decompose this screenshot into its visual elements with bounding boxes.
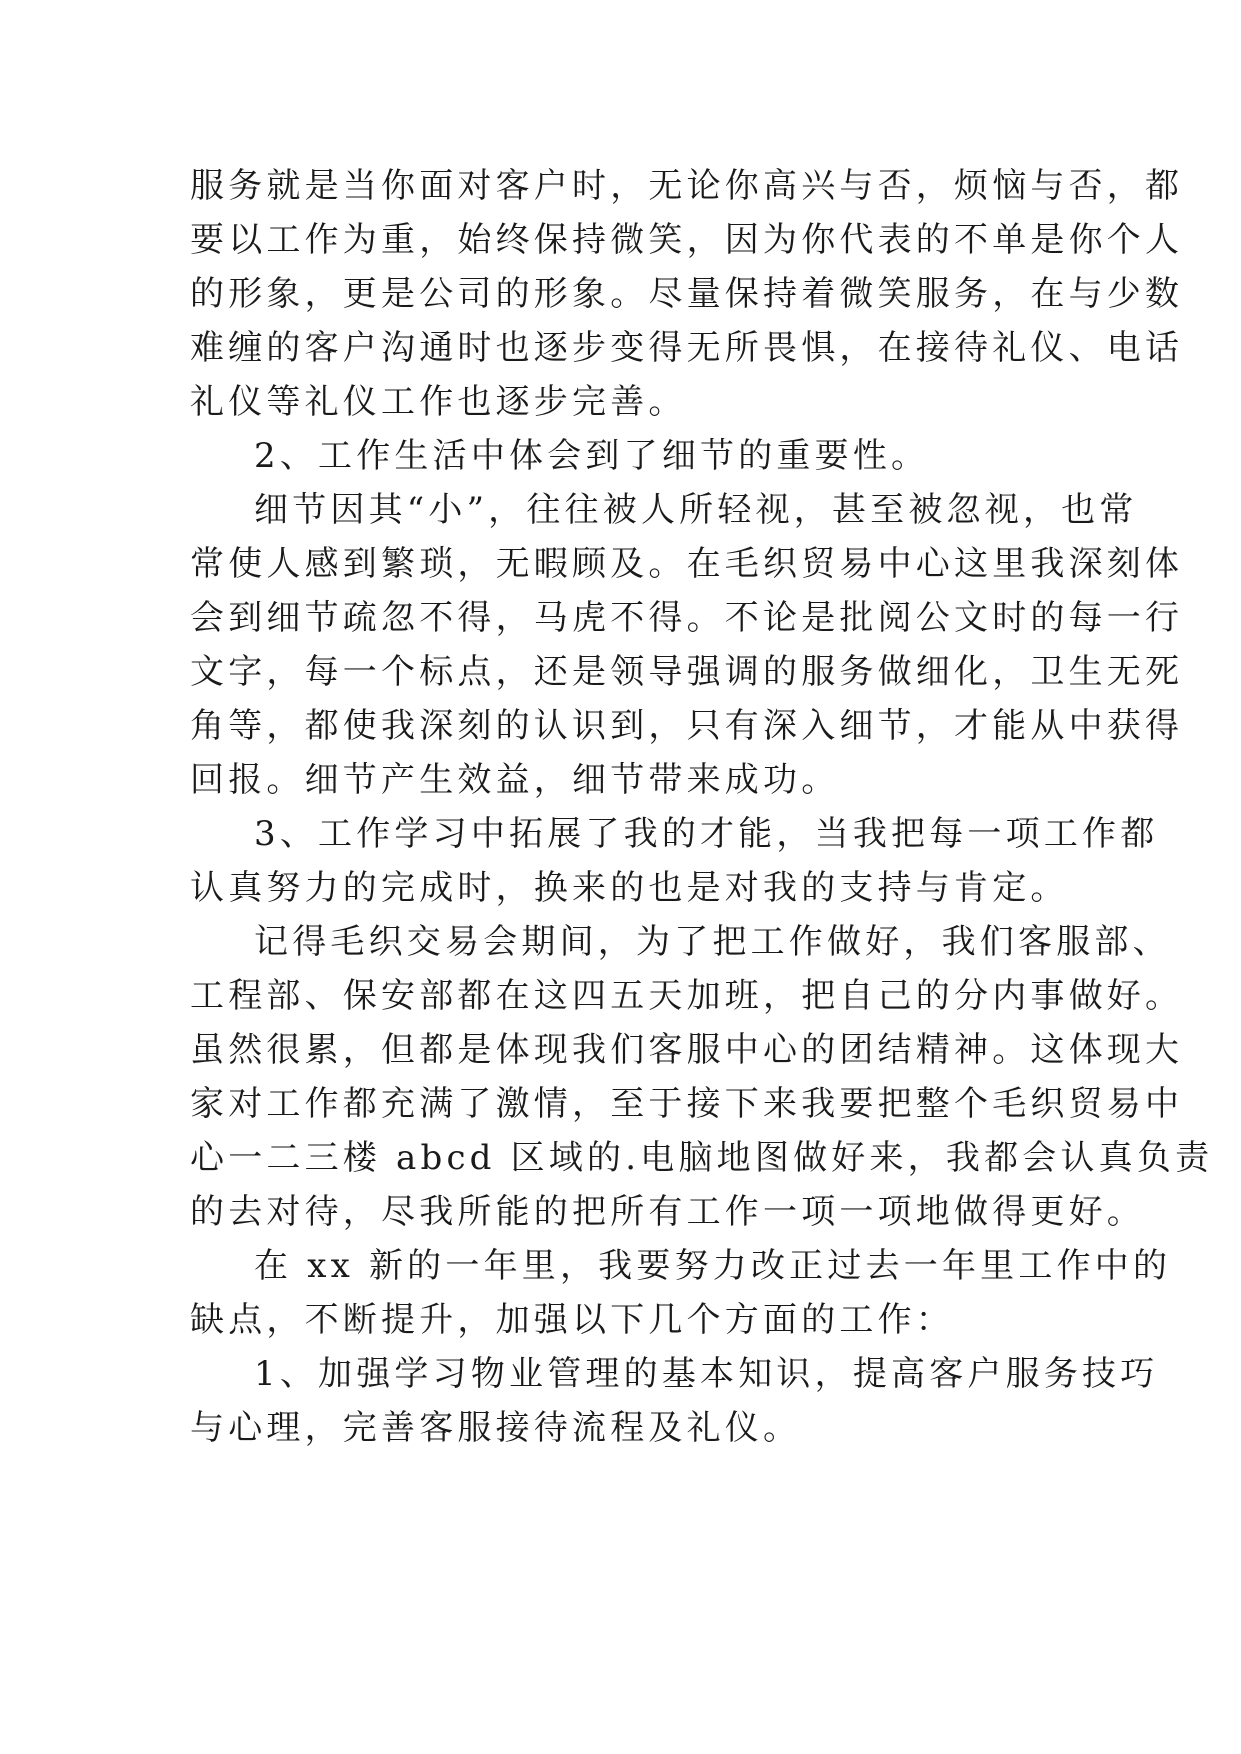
text-line: 细节因其“小”，往往被人所轻视，甚至被忽视，也常 (254, 490, 1138, 530)
text-line: 的形象，更是公司的形象。尽量保持着微笑服务，在与少数 (190, 274, 1184, 314)
text-line: 常使人感到繁琐，无暇顾及。在毛织贸易中心这里我深刻体 (190, 544, 1184, 584)
text-line: 文字，每一个标点，还是领导强调的服务做细化，卫生无死 (190, 652, 1184, 692)
text-line: 与心理，完善客服接待流程及礼仪。 (190, 1408, 802, 1448)
text-line: 难缠的客户沟通时也逐步变得无所畏惧，在接待礼仪、电话 (190, 328, 1184, 368)
text-line: 记得毛织交易会期间，为了把工作做好，我们客服部、 (254, 922, 1171, 962)
text-line: 会到细节疏忽不得，马虎不得。不论是批阅公文时的每一行 (190, 598, 1184, 638)
text-line: 工程部、保安部都在这四五天加班，把自己的分内事做好。 (190, 976, 1184, 1016)
text-line: 心一二三楼 abcd 区域的.电脑地图做好来，我都会认真负责 (190, 1138, 1214, 1178)
text-line: 家对工作都充满了激情，至于接下来我要把整个毛织贸易中 (190, 1084, 1184, 1124)
section-heading: 3、工作学习中拓展了我的才能，当我把每一项工作都 (254, 814, 1159, 854)
section-heading: 2、工作生活中体会到了细节的重要性。 (254, 436, 930, 476)
text-line: 认真努力的完成时，换来的也是对我的支持与肯定。 (190, 868, 1069, 908)
text-line: 服务就是当你面对客户时，无论你高兴与否，烦恼与否，都 (190, 166, 1184, 206)
list-item: 1、加强学习物业管理的基本知识，提高客户服务技巧 (254, 1354, 1159, 1394)
text-line: 要以工作为重，始终保持微笑，因为你代表的不单是你个人 (190, 220, 1184, 260)
text-line: 的去对待，尽我所能的把所有工作一项一项地做得更好。 (190, 1192, 1145, 1232)
text-line: 虽然很累，但都是体现我们客服中心的团结精神。这体现大 (190, 1030, 1184, 1070)
text-line: 回报。细节产生效益，细节带来成功。 (190, 760, 840, 800)
text-line: 角等，都使我深刻的认识到，只有深入细节，才能从中获得 (190, 706, 1184, 746)
text-line: 在 xx 新的一年里，我要努力改正过去一年里工作中的 (254, 1246, 1172, 1286)
text-line: 缺点，不断提升，加强以下几个方面的工作： (190, 1300, 954, 1340)
text-line: 礼仪等礼仪工作也逐步完善。 (190, 382, 687, 422)
